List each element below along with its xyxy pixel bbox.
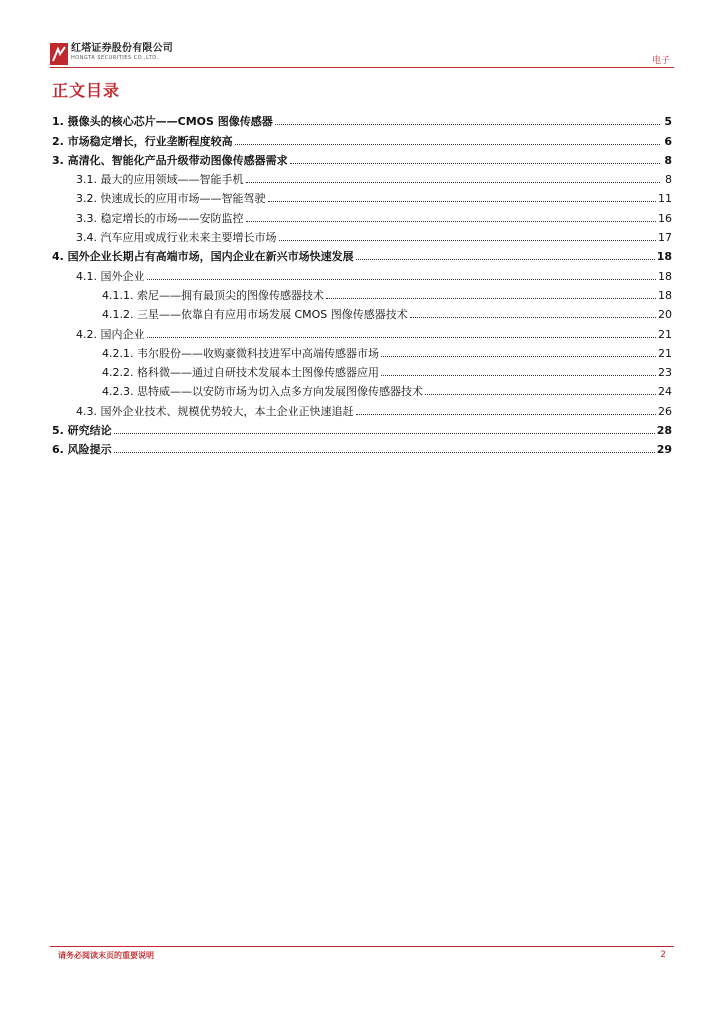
toc-entry-page: 29 xyxy=(656,443,672,457)
toc-entry[interactable] xyxy=(52,186,672,205)
toc-entry[interactable] xyxy=(52,128,672,147)
toc-entry[interactable] xyxy=(52,148,672,167)
footer-disclaimer: 请务必阅读末页的重要说明 xyxy=(58,951,154,960)
toc-entry-page: 28 xyxy=(656,424,672,438)
toc-entry-text: 4.1. 国外企业 xyxy=(76,269,145,283)
toc-dot-leader xyxy=(268,201,657,202)
toc-entry-text: 4.1.1. 索尼——拥有最顶尖的图像传感器技术 xyxy=(102,288,324,302)
header-divider xyxy=(50,67,674,68)
toc-entry[interactable] xyxy=(52,263,672,282)
toc-entry[interactable] xyxy=(52,341,672,360)
toc-entry-page: 18 xyxy=(658,269,672,283)
toc-entry[interactable] xyxy=(52,379,672,398)
toc-entry-page: 26 xyxy=(658,404,672,418)
report-category: 电子 xyxy=(651,56,670,66)
toc-entry[interactable] xyxy=(52,225,672,244)
toc-dot-leader xyxy=(114,433,655,434)
toc-entry-page: 20 xyxy=(658,308,672,322)
toc-entry-page: 6 xyxy=(664,134,672,148)
toc-entry-page: 18 xyxy=(658,288,672,302)
toc-dot-leader xyxy=(275,124,660,125)
toc-dot-leader xyxy=(410,317,656,318)
toc-entry-text: 3.3. 稳定增长的市场——安防监控 xyxy=(76,211,244,225)
toc-entry[interactable] xyxy=(52,283,672,302)
toc-entry-text: 4.1.2. 三星——依靠自有应用市场发展 CMOS 图像传感器技术 xyxy=(102,308,408,322)
toc-entry-text: 4.3. 国外企业技术、规模优势较大，本土企业正快速追赶 xyxy=(76,404,354,418)
toc-entry-page: 11 xyxy=(658,192,672,206)
toc-dot-leader xyxy=(381,375,656,376)
table-of-contents xyxy=(52,109,672,456)
toc-entry-text: 3.2. 快速成长的应用市场——智能驾驶 xyxy=(76,192,266,206)
page-number: 2 xyxy=(660,950,666,960)
company-name-cn: 红塔证券股份有限公司 xyxy=(71,43,173,54)
toc-entry-page: 24 xyxy=(658,385,672,399)
toc-dot-leader xyxy=(279,240,657,241)
toc-entry-text: 3.1. 最大的应用领域——智能手机 xyxy=(76,173,244,187)
toc-entry[interactable] xyxy=(52,205,672,224)
toc-dot-leader xyxy=(246,182,661,183)
toc-dot-leader xyxy=(147,337,657,338)
page-header xyxy=(50,43,674,65)
toc-entry-text: 2. 市场稳定增长，行业垄断程度较高 xyxy=(52,134,233,148)
toc-entry-text: 4. 国外企业长期占有高端市场，国内企业在新兴市场快速发展 xyxy=(52,250,354,264)
toc-dot-leader xyxy=(147,279,657,280)
toc-entry-page: 8 xyxy=(665,173,672,187)
toc-entry-text: 1. 摄像头的核心芯片——CMOS 图像传感器 xyxy=(52,115,273,129)
toc-entry-page: 18 xyxy=(656,250,672,264)
toc-entry-page: 23 xyxy=(658,366,672,380)
company-logo xyxy=(50,43,173,65)
company-logo-mark-icon xyxy=(50,43,68,65)
toc-entry[interactable] xyxy=(52,109,672,128)
toc-dot-leader xyxy=(326,298,656,299)
toc-entry[interactable] xyxy=(52,167,672,186)
toc-dot-leader xyxy=(356,414,657,415)
toc-dot-leader xyxy=(114,452,655,453)
toc-entry[interactable] xyxy=(52,302,672,321)
toc-dot-leader xyxy=(290,163,660,164)
toc-title: 正文目录 xyxy=(52,81,121,100)
toc-entry-text: 3. 高清化、智能化产品升级带动图像传感器需求 xyxy=(52,153,288,167)
toc-entry[interactable] xyxy=(52,437,672,456)
toc-entry-page: 21 xyxy=(658,346,672,360)
toc-entry-text: 4.2.3. 思特威——以安防市场为切入点多方向发展图像传感器技术 xyxy=(102,385,423,399)
toc-entry-page: 17 xyxy=(658,231,672,245)
toc-dot-leader xyxy=(235,144,660,145)
toc-entry-page: 5 xyxy=(664,115,672,129)
toc-entry[interactable] xyxy=(52,321,672,340)
toc-entry-text: 6. 风险提示 xyxy=(52,443,112,457)
toc-entry-page: 16 xyxy=(658,211,672,225)
toc-dot-leader xyxy=(425,394,656,395)
toc-entry-text: 4.2.2. 格科微——通过自研技术发展本土图像传感器应用 xyxy=(102,366,379,380)
toc-dot-leader xyxy=(246,221,657,222)
toc-entry-page: 21 xyxy=(658,327,672,341)
toc-entry-text: 5. 研究结论 xyxy=(52,424,112,438)
company-name-en: HONGTA SECURITIES CO.,LTD. xyxy=(71,55,159,61)
footer-divider xyxy=(50,946,674,947)
toc-dot-leader xyxy=(381,356,656,357)
toc-dot-leader xyxy=(356,259,655,260)
toc-entry-text: 4.2.1. 韦尔股份——收购豪微科技进军中高端传感器市场 xyxy=(102,346,379,360)
toc-entry[interactable] xyxy=(52,418,672,437)
toc-entry-text: 4.2. 国内企业 xyxy=(76,327,145,341)
toc-entry-page: 8 xyxy=(664,153,672,167)
toc-entry[interactable] xyxy=(52,244,672,263)
toc-entry[interactable] xyxy=(52,360,672,379)
toc-entry-text: 3.4. 汽车应用或成行业未来主要增长市场 xyxy=(76,231,277,245)
toc-entry[interactable] xyxy=(52,398,672,417)
